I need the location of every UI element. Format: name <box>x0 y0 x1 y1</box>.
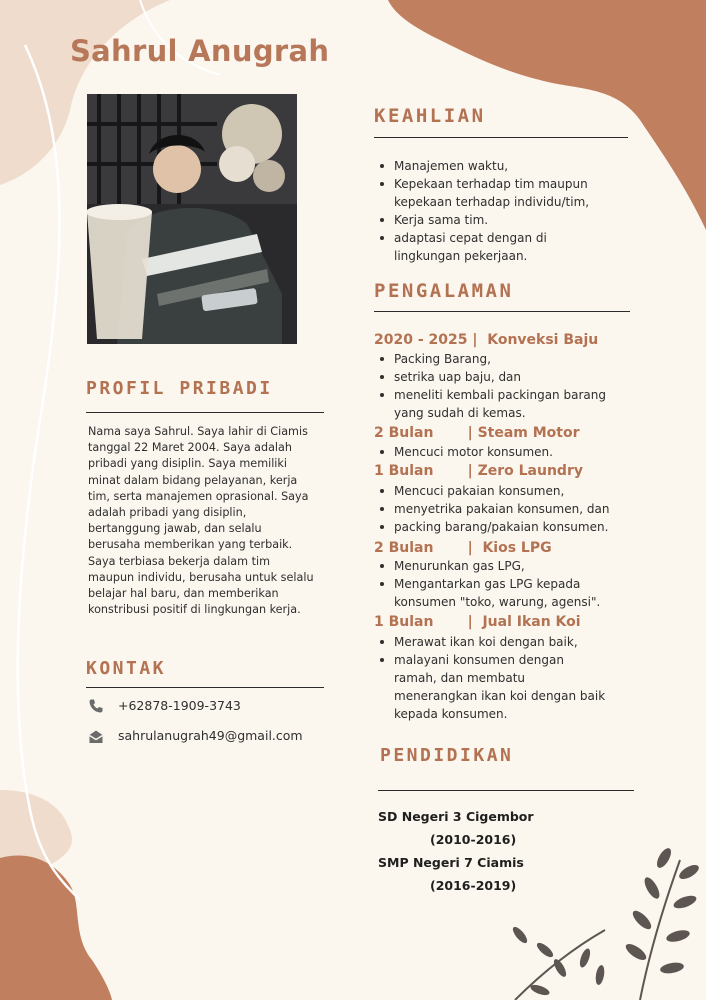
education-divider <box>378 790 634 791</box>
experience-title: 1 Bulan | Jual Ikan Koi <box>374 614 581 630</box>
list-item: Mengantarkan gas LPG kepada konsumen "toko, warung, agensi". <box>374 575 610 611</box>
list-item: Mencuci motor konsumen. <box>374 443 610 461</box>
education-school: SMP Negeri 7 Ciamis <box>378 855 524 870</box>
experience-title: 1 Bulan | Zero Laundry <box>374 463 583 479</box>
list-item: setrika uap baju, dan <box>374 368 610 386</box>
profile-heading: PROFIL PRIBADI <box>86 378 273 399</box>
leaf-sprig-decoration <box>511 846 702 1000</box>
envelope-icon <box>88 729 104 745</box>
education-years: (2010-2016) <box>430 832 517 847</box>
skills-divider <box>374 137 628 138</box>
experience-list <box>374 557 610 611</box>
phone-icon <box>88 698 104 714</box>
list-item: Manajemen waktu, <box>374 157 614 175</box>
list-item: meneliti kembali packingan barang yang sudah di kemas. <box>374 386 610 422</box>
contact-divider <box>86 687 324 688</box>
list-item: adaptasi cepat dengan di lingkungan pekerjaan. <box>374 229 614 265</box>
profile-divider <box>86 412 324 413</box>
page-title: Sahrul Anugrah <box>70 34 330 68</box>
experience-title: 2 Bulan | Steam Motor <box>374 425 580 441</box>
list-item: malayani konsumen dengan ramah, dan membatu menerangkan ikan koi dengan baik kepada konsumen. <box>374 651 610 723</box>
list-item: Kepekaan terhadap tim maupun kepekaan terhadap individu/tim, <box>374 175 614 211</box>
contact-email: sahrulanugrah49@gmail.com <box>118 728 303 743</box>
list-item: Packing Barang, <box>374 350 610 368</box>
experience-list <box>374 443 610 461</box>
list-item: Mencuci pakaian konsumen, <box>374 482 610 500</box>
education-years: (2016-2019) <box>430 878 517 893</box>
list-item: packing barang/pakaian konsumen. <box>374 518 610 536</box>
skills-list <box>374 157 614 265</box>
experience-list <box>374 350 610 422</box>
list-item: Merawat ikan koi dengan baik, <box>374 633 610 651</box>
education-heading: PENDIDIKAN <box>380 745 514 766</box>
bottom-left-brown-blob <box>0 856 112 1000</box>
profile-description: Nama saya Sahrul. Saya lahir di Ciamis tanggal 22 Maret 2004. Saya adalah pribadi yang disiplin. Saya memiliki minat dalam bidang pelayanan, kerja tim, serta manajemen oprasional. Saya adalah pribadi yang disiplin, bertanggung jawab, dan selalu berusaha memberikan yang terbaik. Saya terbiasa bekerja dalam tim maupun individu, berusaha untuk selalu belajar hal baru, dan memberikan konstribusi positif di lingkungan kerja. <box>88 425 314 617</box>
list-item: Menurunkan gas LPG, <box>374 557 610 575</box>
contact-heading: KONTAK <box>86 658 167 679</box>
experience-title: 2020 - 2025 | Konveksi Baju <box>374 332 599 348</box>
profile-photo <box>87 94 297 344</box>
list-item: menyetrika pakaian konsumen, dan <box>374 500 610 518</box>
education-school: SD Negeri 3 Cigembor <box>378 809 534 824</box>
experience-list <box>374 633 610 723</box>
contact-phone: +62878-1909-3743 <box>118 698 241 713</box>
curve-line-left <box>18 45 80 900</box>
experience-heading: PENGALAMAN <box>374 280 514 302</box>
list-item: Kerja sama tim. <box>374 211 614 229</box>
experience-title: 2 Bulan | Kios LPG <box>374 540 552 556</box>
experience-list <box>374 482 610 536</box>
skills-heading: KEAHLIAN <box>374 105 486 127</box>
experience-divider <box>374 311 630 312</box>
